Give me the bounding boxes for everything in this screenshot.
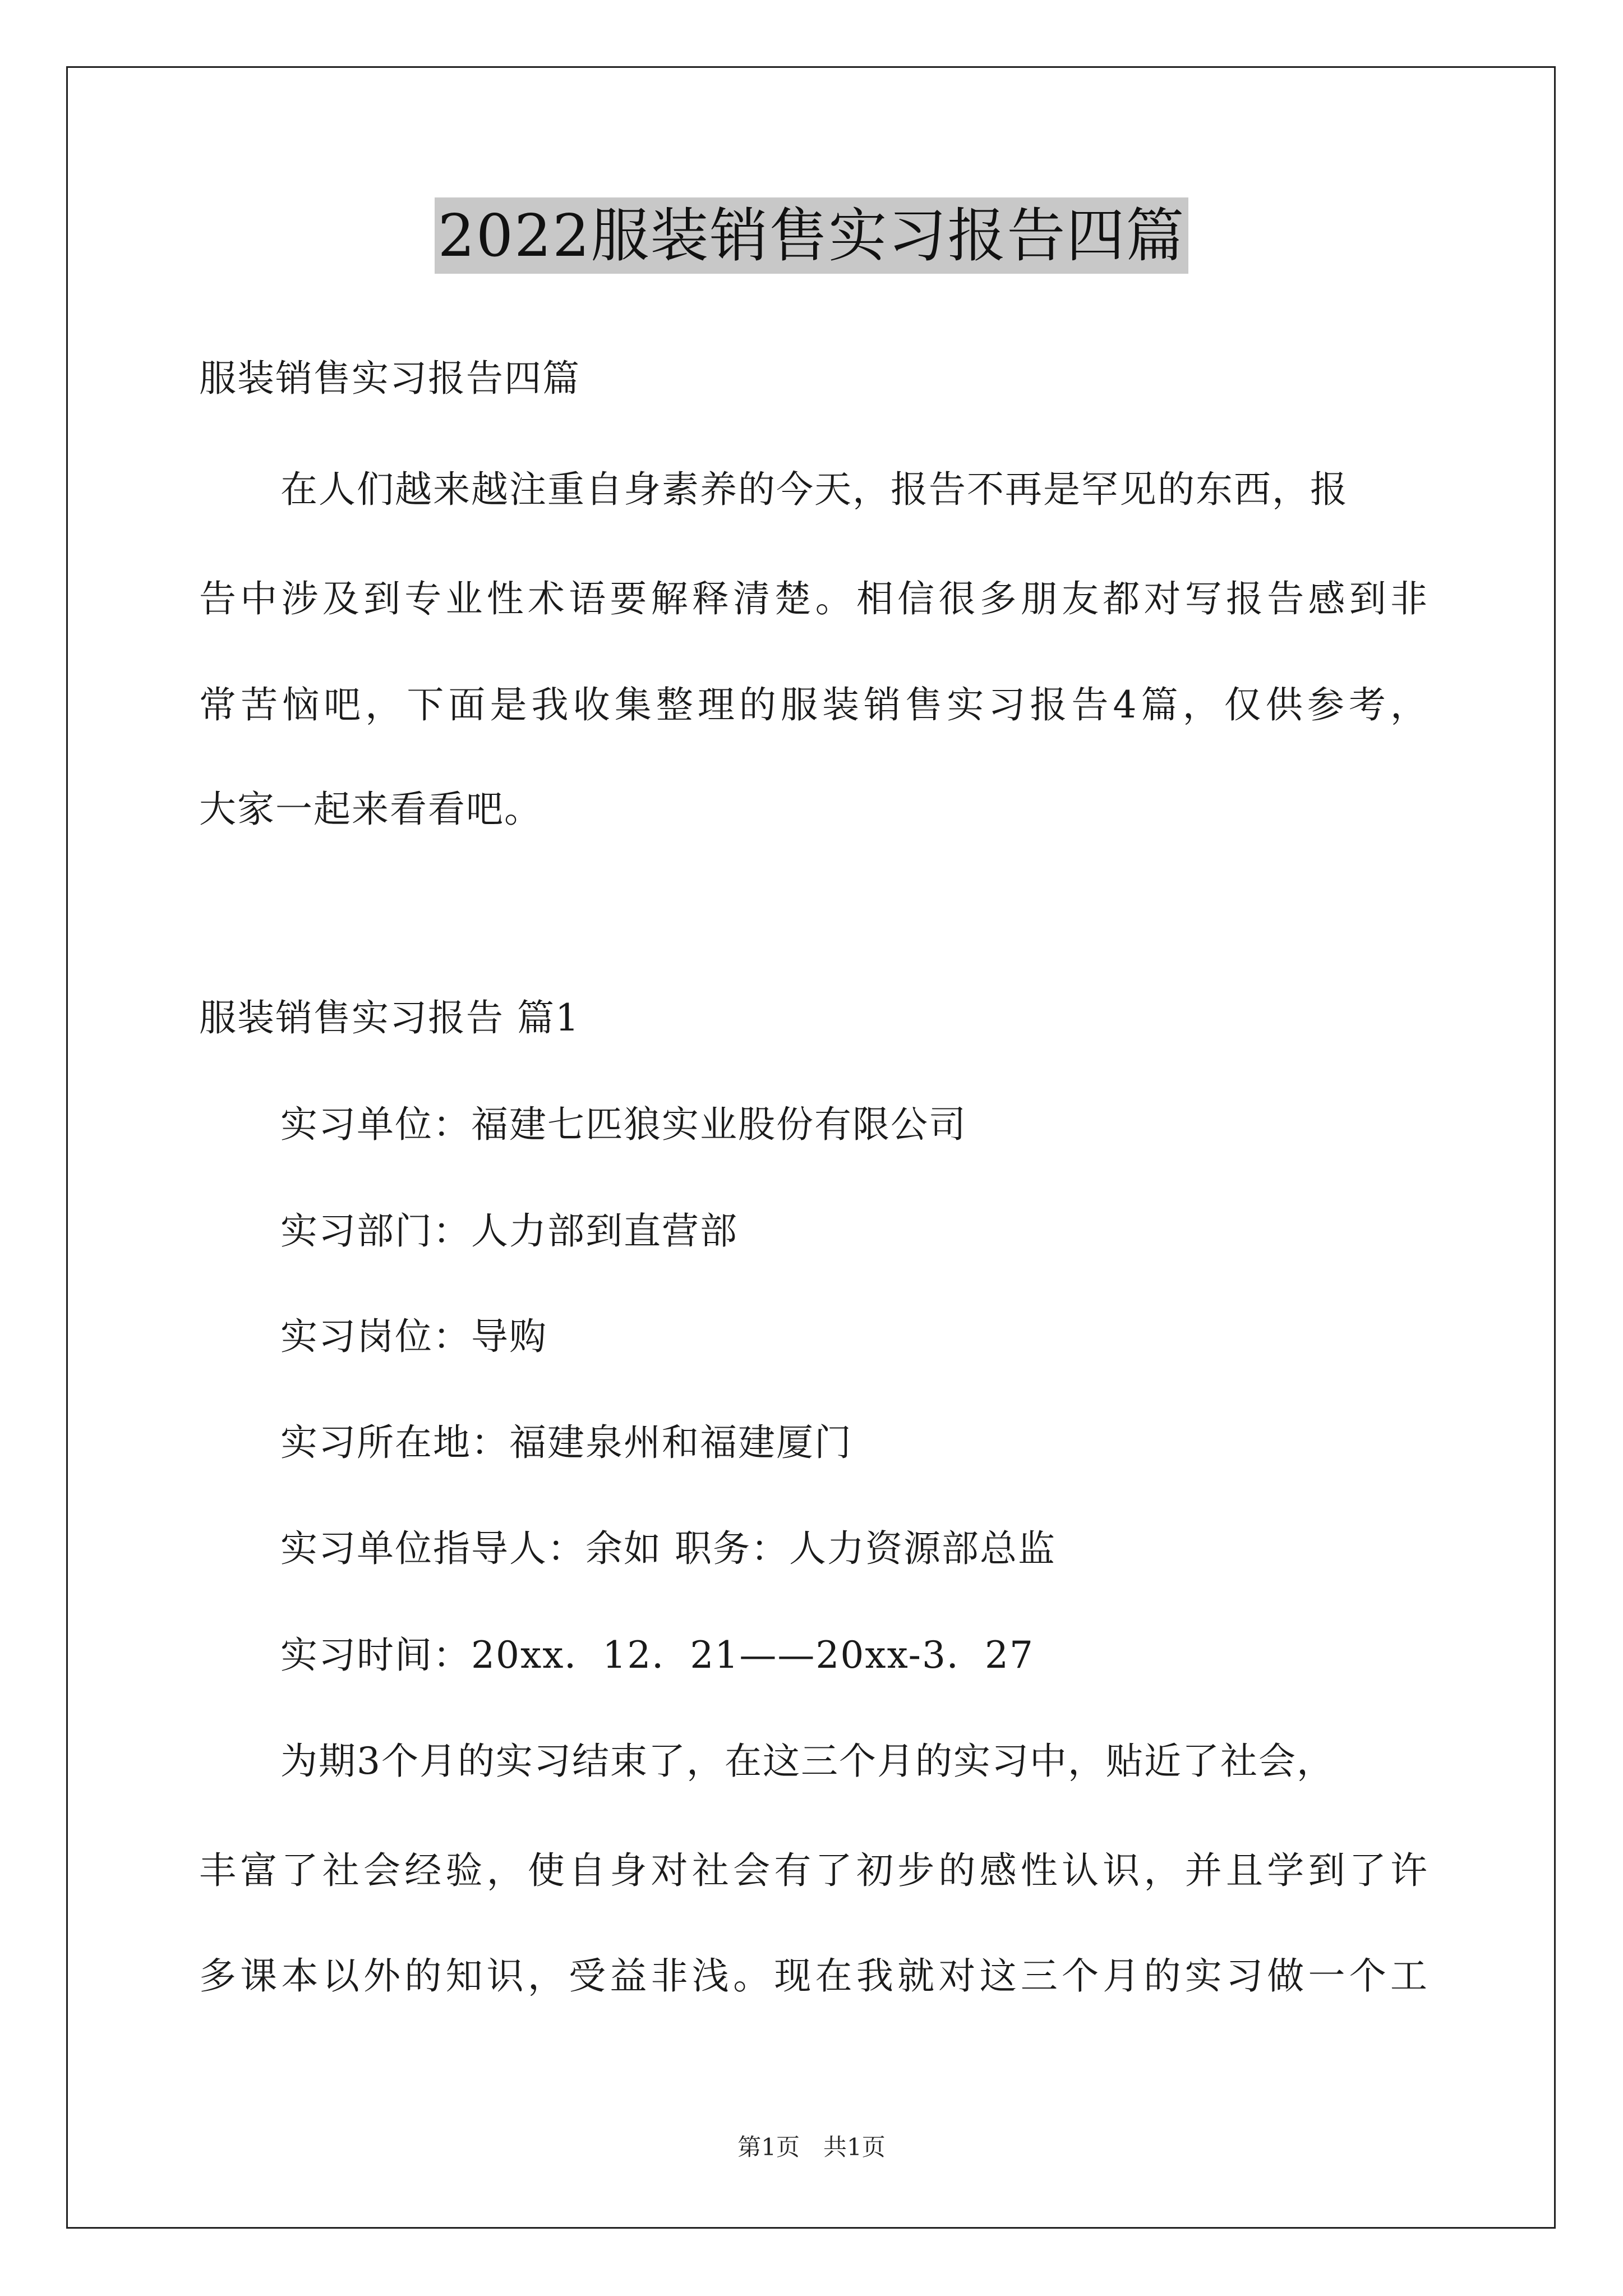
document-title: 2022服装销售实习报告四篇 (435, 197, 1189, 274)
intro-line-3: 常苦恼吧，下面是我收集整理的服装销售实习报告4篇，仅供参考， (199, 683, 1428, 726)
intro-line-4: 大家一起来看看吧。 (199, 788, 542, 831)
section-heading: 服装销售实习报告 篇1 (199, 996, 580, 1039)
info-position: 实习岗位：导购 (280, 1315, 547, 1358)
intro-line-2: 告中涉及到专业性术语要解释清楚。相信很多朋友都对写报告感到非 (199, 577, 1428, 620)
body-line-3: 多课本以外的知识，受益非浅。现在我就对这三个月的实习做一个工 (199, 1954, 1428, 1998)
info-period: 实习时间：20xx．12．21——20xx-3．27 (280, 1634, 1034, 1677)
page-footer: 第1页 共1页 (737, 2133, 886, 2161)
title-container (0, 197, 1623, 274)
info-supervisor: 实习单位指导人：余如 职务：人力资源部总监 (280, 1527, 1056, 1570)
info-company: 实习单位：福建七匹狼实业股份有限公司 (280, 1103, 967, 1146)
body-line-1: 为期3个月的实习结束了，在这三个月的实习中，贴近了社会， (280, 1740, 1335, 1783)
info-department: 实习部门：人力部到直营部 (280, 1209, 738, 1253)
intro-line-1: 在人们越来越注重自身素养的今天，报告不再是罕见的东西，报 (280, 468, 1348, 511)
body-line-2: 丰富了社会经验，使自身对社会有了初步的感性认识，并且学到了许 (199, 1849, 1428, 1892)
info-location: 实习所在地：福建泉州和福建厦门 (280, 1421, 852, 1464)
document-subtitle: 服装销售实习报告四篇 (199, 357, 580, 400)
